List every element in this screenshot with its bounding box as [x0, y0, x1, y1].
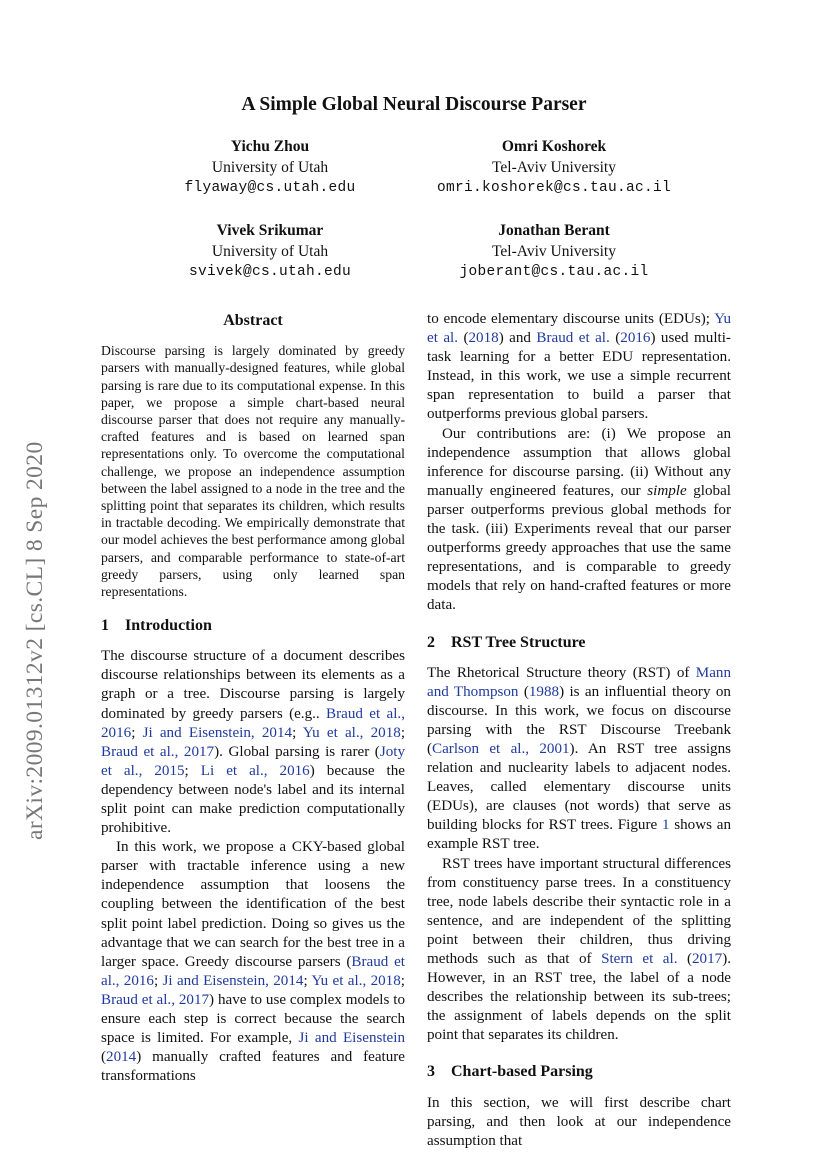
citation-link[interactable]: Li et al., 2016: [200, 762, 310, 779]
text-run: ;: [400, 972, 405, 989]
author-block-4: [374, 220, 734, 283]
author-email: flyaway@cs.utah.edu: [184, 180, 356, 196]
text-run: ). However, in an RST tree, the label of a node describes the relationship between its sub-trees; the assignment of labels depends on the split point that separates its children.: [427, 951, 731, 1044]
arxiv-identifier: arXiv:2009.01312v2 [cs.CL] 8 Sep 2020: [22, 441, 48, 840]
text-run: ;: [303, 972, 312, 989]
text-run: ) used multi-task learning for a better EDU representation. Instead, in this work, we use a simple recurrent span representation to build a parser that outperforms previous global parsers.: [427, 330, 731, 423]
citation-link[interactable]: Carlson et al., 2001: [432, 740, 570, 757]
text-run: The Rhetorical Structure theory (RST) of: [427, 664, 696, 681]
citation-link[interactable]: 2014: [106, 1049, 137, 1066]
section-title: Introduction: [125, 617, 212, 635]
author-affiliation: University of Utah: [211, 243, 329, 260]
figure-reference-link[interactable]: 1: [661, 817, 670, 834]
author-email: svivek@cs.utah.edu: [188, 264, 352, 280]
citation-link[interactable]: 2016: [620, 330, 651, 347]
citation-link[interactable]: Mann and Thompson: [427, 664, 731, 700]
author-block-2: [374, 136, 734, 199]
left-column: [101, 310, 405, 1086]
intro-paragraph-1: [101, 647, 405, 838]
text-run: (: [609, 330, 621, 347]
rst-paragraph-2: [427, 855, 731, 1046]
citation-link[interactable]: Ji and Eisenstein, 2014: [162, 972, 304, 989]
author-name: Yichu Zhou: [230, 138, 310, 155]
citation-link[interactable]: Yu et al., 2018: [311, 972, 401, 989]
text-run: ;: [292, 724, 303, 741]
text-run: shows an example RST tree.: [427, 817, 731, 853]
citation-link[interactable]: Ji and Eisenstein, 2014: [142, 724, 293, 741]
text-run: (: [518, 683, 529, 700]
citation-link[interactable]: 2017: [692, 951, 723, 967]
emphasis-text: simple: [647, 482, 687, 499]
author-affiliation: Tel-Aviv University: [492, 159, 616, 176]
section-heading-introduction: [101, 616, 405, 635]
citation-link[interactable]: Stern et al.: [601, 951, 678, 967]
text-run: (: [458, 330, 469, 347]
section-heading-rst: [427, 633, 731, 652]
text-run: ). An RST tree assigns relation and nuclearity labels to adjacent nodes. Leaves, called elementary discourse units (EDUs), are clauses (not words) that serve as building blocks for RST trees. Figure: [427, 740, 731, 834]
section-heading-chart-parsing: [427, 1062, 731, 1081]
author-name: Vivek Srikumar: [216, 222, 324, 239]
author-affiliation: University of Utah: [211, 159, 329, 176]
citation-link[interactable]: Joty et al., 2015: [101, 743, 405, 779]
citation-link[interactable]: Braud et al., 2016: [101, 705, 405, 741]
text-run: ) have to use complex models to ensure each step is correct because the search space is limited. For example,: [101, 991, 405, 1047]
text-run: ;: [153, 972, 163, 989]
section-title: Chart-based Parsing: [451, 1063, 593, 1081]
text-run: Our contributions are: (i) We propose an independence assumption that allows global inference for discourse parsing. (ii) Without any manually engineered features, our: [427, 425, 731, 499]
citation-link[interactable]: Braud et al.: [536, 330, 610, 347]
citation-link[interactable]: Yu et al., 2018: [302, 724, 401, 741]
citation-link[interactable]: Braud et al., 2017: [101, 991, 210, 1008]
author-affiliation: Tel-Aviv University: [492, 243, 616, 260]
text-run: global parser outperforms previous global methods for the task. (iii) Experiments reveal that our parser outperforms greedy approaches that use the same representations, and is comparable to greedy models that rely on hand-crafted features or more data.: [427, 482, 731, 614]
text-run: ) and: [498, 330, 537, 347]
section-number: 2: [427, 633, 435, 651]
right-column: [427, 310, 731, 1151]
section-title: RST Tree Structure: [451, 633, 586, 651]
citation-link[interactable]: Ji and Eisenstein: [298, 1030, 406, 1047]
citation-link[interactable]: Braud et al., 2016: [101, 953, 406, 989]
citation-link[interactable]: 1988: [528, 683, 560, 700]
text-run: (: [101, 1049, 107, 1066]
text-run: ;: [184, 762, 201, 779]
author-email: joberant@cs.tau.ac.il: [459, 264, 649, 280]
text-run: ;: [400, 724, 406, 741]
paper-title: A Simple Global Neural Discourse Parser: [241, 94, 587, 115]
text-run: In this work, we propose a CKY-based global parser with tractable inference using a new independence assumption that loosens the coupling between the identification of the best split point label prediction. Doing so gives us the advantage that we can search for the best tree in a larger space. Greedy discourse parsers (: [101, 839, 405, 970]
author-name: Omri Koshorek: [501, 138, 607, 155]
abstract-text: Discourse parsing is largely dominated by greedy parsers with manually-designed features, while global parsing is rare due to its computational expense. In this paper, we propose a simple chart-based neural discourse parser that does not require any manually-crafted features and is based on learned span representations only. To overcome the computational challenge, we propose an independence assumption between the label assigned to a node in the tree and the splitting point that separates its children, which results in tractable decoding. We empirically demonstrate that our model achieves the best performance among global parsers, and comparable performance to state-of-art greedy parsers, using only learned span representations.: [101, 343, 405, 599]
chart-parsing-paragraph: In this section, we will first describe chart parsing, and then look at our independence assumption that: [427, 1094, 731, 1149]
text-run: ) manually crafted features and feature transformations: [101, 1049, 405, 1085]
citation-link[interactable]: Yu et al.: [427, 311, 731, 347]
text-run: ). Global parsing is rarer (: [214, 743, 380, 760]
intro-continuation-paragraph: [427, 310, 731, 425]
section-number: 3: [427, 1063, 435, 1081]
text-run: The discourse structure of a document describes discourse relationships between its elements as a graph or a tree. Discourse parsing is largely dominated by greedy parsers (e.g..: [101, 648, 405, 722]
author-name: Jonathan Berant: [498, 222, 610, 239]
abstract-heading: Abstract: [223, 312, 283, 329]
intro-paragraph-2: [101, 838, 405, 1086]
contributions-paragraph: [427, 425, 731, 616]
section-number: 1: [101, 617, 109, 635]
text-run: ;: [131, 724, 143, 741]
author-email: omri.koshorek@cs.tau.ac.il: [436, 180, 672, 196]
citation-link[interactable]: 2018: [468, 330, 499, 347]
text-run: (: [677, 951, 692, 967]
rst-paragraph-1: [427, 664, 731, 855]
text-run: RST trees have important structural differences from constituency parse trees. In a constituency tree, node labels describe their syntactic role in a sentence, and are independent of the splitting point between their children, thus driving methods such as that of: [427, 855, 731, 967]
text-run: ) is an influential theory on discourse. In this work, we focus on discourse parsing with the RST Discourse Treebank (: [427, 683, 731, 757]
text-run: to encode elementary discourse units (EDUs);: [427, 311, 715, 327]
citation-link[interactable]: Braud et al., 2017: [101, 743, 215, 760]
text-run: ) because the dependency between node's label and its internal split point can make prediction computationally prohibitive.: [101, 762, 405, 837]
